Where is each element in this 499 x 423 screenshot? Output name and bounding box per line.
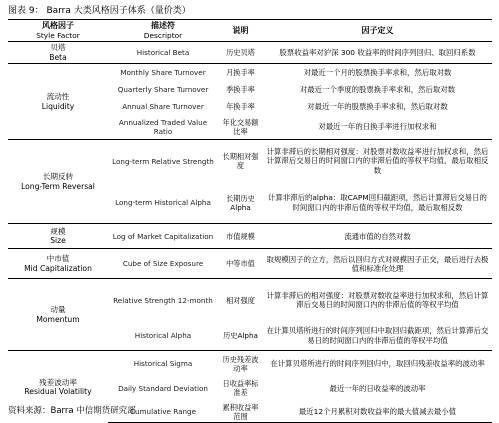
header-descriptor-zh: 描述符 — [151, 21, 175, 30]
explanation-cell: 长期相对强度 — [218, 140, 263, 182]
explanation-cell: 历史残差波动率 — [218, 351, 263, 376]
header-explanation: 说明 — [218, 20, 263, 42]
definition-cell: 计算非滞后的长期相对强度：对股票对数收益率进行加权求和，然后计算滞后交易日的时间窗口内的非滞后值的等权平均值，最后取相反数 — [263, 140, 492, 182]
table-row — [8, 42, 492, 64]
definition-cell: 对最近一个月的股票换手率求和，然后取对数 — [263, 64, 492, 81]
definition-cell: 在计算贝塔所进行的时间序列回归中，取回归残差收益率的波动率 — [263, 351, 492, 376]
style-factor-en: Size — [50, 236, 66, 246]
style-factor-en: Beta — [49, 52, 67, 62]
table-row — [8, 64, 492, 81]
descriptor-cell: Long-term Historical Alpha — [115, 198, 211, 207]
explanation-cell: 月换手率 — [218, 64, 263, 81]
table-row — [8, 249, 492, 279]
definition-cell: 最近一年的日收益率的波动率 — [329, 383, 426, 393]
explanation-cell: 市值规模 — [218, 224, 263, 249]
style-factor-en: Mid Capitalization — [24, 263, 92, 273]
header-style-factor-zh: 风格因子 — [42, 21, 74, 30]
descriptor-cell: Annual Share Turnover — [122, 101, 204, 111]
definition-cell: 取规模因子的立方，然后以回归方式对规模因子正交，最后进行去极值和标准化处理 — [263, 249, 492, 279]
style-factor-zh: 规模 — [50, 226, 66, 236]
table-row — [8, 224, 492, 249]
style-factor-cell — [8, 64, 108, 140]
style-factor-en: Long-Term Reversal — [21, 181, 95, 191]
descriptor-cell: Long-term Relative Strength — [108, 140, 218, 182]
definition-cell: 对最近一个季度的股票换手率求和，然后取对数 — [299, 84, 456, 94]
style-factor-table — [8, 19, 492, 423]
definition-cell: 对最近一年的日换手率进行加权求和 — [318, 122, 437, 132]
header-definition: 因子定义 — [263, 20, 492, 42]
descriptor-cell: Historical Beta — [108, 42, 218, 64]
table-header-row — [8, 20, 492, 42]
header-style-factor-en: Style Factor — [36, 31, 80, 40]
explanation-cell: 历史贝塔 — [218, 42, 263, 64]
style-factor-cell — [8, 249, 108, 279]
source-footer: 资料来源：Barra 中信期货研究部 — [8, 406, 136, 416]
definition-cell: 股票收益率对沪深 300 收益率的时间序列回归、取回归系数 — [263, 42, 492, 64]
definition-cell: 对最近一年的股票换手率求和，然后取对数 — [307, 101, 448, 111]
descriptor-cell: Log of Market Capitalization — [108, 224, 218, 249]
table-row — [8, 279, 492, 321]
explanation-cell: 季换手率 — [226, 84, 255, 94]
style-factor-en: Momentum — [36, 314, 80, 324]
style-factor-zh: 长期反转 — [42, 172, 74, 182]
descriptor-cell: Historical Alpha — [134, 331, 192, 340]
header-descriptor-en: Descriptor — [143, 31, 183, 40]
table-body — [8, 42, 492, 423]
descriptor-cell: Daily Standard Deviation — [118, 383, 208, 393]
descriptor-cell: Historical Sigma — [108, 351, 218, 376]
style-factor-en: Residual Volatility — [24, 387, 92, 396]
style-factor-zh: 贝塔 — [50, 43, 66, 53]
explanation-cell: 中等市值 — [218, 249, 263, 279]
descriptor-cell: Annualized Traded Value Ratio — [118, 118, 208, 136]
figure-caption: 图表 9： Barra 大类风格因子体系（量价类） — [8, 6, 191, 16]
header-style-factor — [8, 20, 108, 42]
explanation-cell: 长期历史Alpha — [226, 193, 255, 212]
explanation-cell: 相对强度 — [218, 279, 263, 321]
style-factor-zh: 动量 — [50, 305, 66, 315]
explanation-cell: 日收益率标准差 — [222, 379, 259, 398]
definition-cell: 流通市值的自然对数 — [263, 224, 492, 249]
descriptor-cell: Cumulative Range — [108, 401, 218, 423]
style-factor-zh: 残差波动率 — [39, 377, 77, 387]
definition-cell: 计算非滞后的alpha：取CAPM回归截距项，然后计算滞后交易日的时间窗口内的非滞后值的等权平均值，最后取相反数 — [268, 193, 487, 212]
explanation-cell: 历史Alpha — [223, 331, 258, 340]
style-factor-cell — [8, 224, 108, 249]
style-factor-cell — [8, 42, 108, 64]
explanation-cell: 累积收益率范围 — [218, 401, 263, 423]
header-descriptor — [108, 20, 218, 42]
descriptor-cell: Quarterly Share Turnover — [117, 84, 209, 94]
table-row — [8, 140, 492, 182]
explanation-cell: 年化交易额比率 — [222, 118, 259, 136]
definition-cell: 在计算贝塔所进行的时间序列回归中取回归截距项，然后计算滞后交易日的时间窗口内的非滞后值的等权平均值 — [266, 326, 489, 345]
descriptor-cell: Cube of Size Exposure — [108, 249, 218, 279]
table-row — [8, 351, 492, 376]
definition-cell: 计算非滞后的相对强度：对股票对数收益率进行加权求和，然后计算滞后交易日的时间窗口内的非滞后值的等权平均值 — [263, 279, 492, 321]
style-factor-zh: 中市值 — [46, 254, 70, 264]
style-factor-cell — [8, 140, 108, 224]
style-factor-zh: 流动性 — [46, 92, 70, 102]
style-factor-en: Liquidity — [41, 101, 75, 111]
descriptor-cell: Relative Strength 12-month — [108, 279, 218, 321]
descriptor-cell: Monthly Share Turnover — [108, 64, 218, 81]
style-factor-cell — [8, 279, 108, 351]
definition-cell: 最近12个月累积对数收益率的最大值减去最小值 — [263, 401, 492, 423]
explanation-cell: 年换手率 — [226, 101, 255, 111]
